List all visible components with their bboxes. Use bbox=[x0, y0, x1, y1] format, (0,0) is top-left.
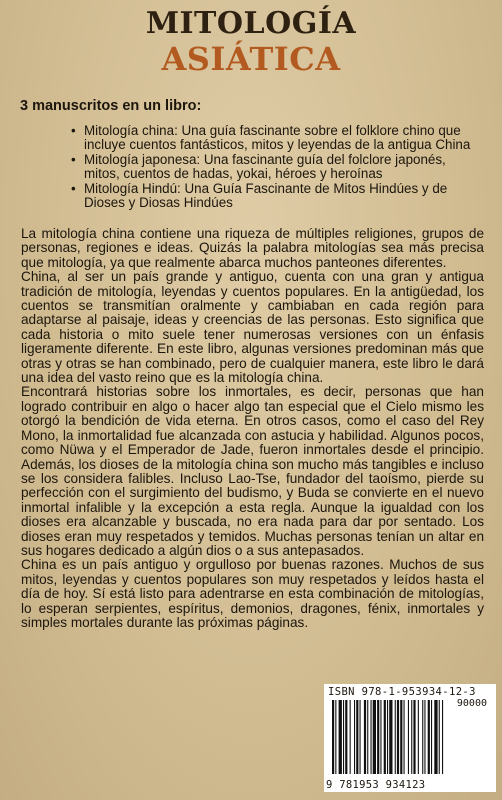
barcode-bar bbox=[367, 700, 368, 774]
barcode-bar bbox=[384, 700, 386, 774]
barcode-bar bbox=[413, 700, 415, 774]
title-line-2: ASIÁTICA bbox=[161, 40, 341, 78]
isbn-text: ISBN 978-1-953934-12-3 bbox=[328, 686, 476, 698]
barcode-bar bbox=[335, 700, 336, 774]
manuscript-list bbox=[84, 124, 484, 211]
barcode-bar bbox=[422, 700, 423, 774]
barcode-bar bbox=[360, 700, 361, 774]
barcode-bar bbox=[404, 700, 405, 774]
list-item: • Mitología japonesa: Una fascinante guía del folclore japonés, mitos, cuentos de hadas, yokai, héroes y heroínas bbox=[84, 153, 484, 181]
paragraph: La mitología china contiene una riqueza de múltiples religiones, grupos de personas, regiones e ideas. Quizás la palabra mitologías sea más precisa que mitología, ya que realmente abarca muchos panteones diferentes. bbox=[21, 226, 484, 270]
barcode-bar bbox=[395, 700, 396, 774]
barcode-bar bbox=[377, 700, 379, 774]
paragraph: Encontrará historias sobre los inmortales, es decir, personas que han logrado contribuir en algo o hacer algo tan especial que el Cielo mismo les otorgó la bendición de vida eterna. En otros casos, como el caso del Rey Mono, la inmortalidad fue alcanzada con astucia y habilidad. Algunos pocos, como Nüwa y el Emperador de Jade, fueron inmortales desde el principio. Además, los dioses de la mitología china son mucho más tangibles e incluso se los considera falibles. Incluso Lao-Tse, fundador del taoísmo, pierde su perfección con el surgimiento del budismo, y Buda se convierte en el nuevo inmortal infalible y la excepción a esta regla. Aunque la igualdad con los dioses era alcanzable y buscada, no era nada para dar por sentado. Los dioses eran muy respetados y temidos. Muchas personas tenían un altar en sus hogares dedicado a algún dios o a sus antepasados. bbox=[21, 384, 484, 558]
list-item: • Mitología Hindú: Una Guía Fascinante de Mitos Hindúes y de Dioses y Diosas Hindúes bbox=[84, 182, 484, 210]
barcode-bar bbox=[408, 700, 409, 774]
description bbox=[21, 227, 484, 630]
barcode-bar bbox=[343, 700, 344, 774]
barcode-bar bbox=[354, 700, 355, 774]
title-line-1: MITOLOGÍA bbox=[145, 6, 357, 41]
subtitle: 3 manuscritos en un libro: bbox=[20, 98, 202, 114]
barcode-digits: 9 781953 934123 bbox=[326, 779, 426, 791]
barcode-bar bbox=[373, 700, 376, 774]
barcode-bar bbox=[332, 700, 334, 774]
barcode-bar bbox=[345, 700, 347, 774]
paragraph: China es un país antiguo y orgulloso por buenas razones. Muchos de sus mitos, leyendas y cuentos populares son muy respetados y leídos hasta el día de hoy. Sí está listo para adentrarse en esta combinación de mitologías, lo esperan serpientes, espíritus, demonios, dragones, fénix, inmortales y simples mortales durante las próximas páginas. bbox=[21, 557, 484, 630]
barcode-bar bbox=[350, 700, 351, 774]
barcode-bar bbox=[364, 700, 366, 774]
barcode-bar bbox=[380, 700, 381, 774]
paragraph: China, al ser un país grande y antiguo, cuenta con una gran y antigua tradición de mitología, leyendas y cuentos populares. En la antigüedad, los cuentos se transmitían oralmente y cambiaban en cada región para adaptarse al paisaje, ideas y creencias de las personas. Esto significa que cada historia o mito suele tener numerosas versiones con un énfasis ligeramente diferente. En este libro, algunas versiones predominan más que otras y otras se han combinado, pero de cualquier manera, este libro le dará una idea del vasto reino que es la mitología china. bbox=[21, 269, 484, 386]
barcode-bar bbox=[424, 700, 425, 774]
barcode-bar bbox=[411, 700, 412, 774]
barcode-bar bbox=[389, 700, 392, 774]
barcode-bar bbox=[442, 700, 443, 774]
barcode-bar bbox=[387, 700, 388, 774]
isbn-barcode bbox=[324, 684, 496, 792]
barcode-bar bbox=[339, 700, 342, 774]
barcode-bar bbox=[400, 700, 402, 774]
barcode-bar bbox=[434, 700, 437, 774]
barcode-bar bbox=[356, 700, 358, 774]
barcode-bar bbox=[439, 700, 440, 774]
list-item: • Mitología china: Una guía fascinante sobre el folklore chino que incluye cuentos fantásticos, mitos y leyendas de la antigua China bbox=[84, 124, 484, 152]
barcode-bar bbox=[428, 700, 430, 774]
barcode-bars bbox=[332, 700, 492, 774]
barcode-bar bbox=[418, 700, 419, 774]
barcode-bar bbox=[431, 700, 432, 774]
price-code: 90000 bbox=[456, 698, 487, 709]
barcode-bar bbox=[371, 700, 372, 774]
barcode-bar bbox=[397, 700, 399, 774]
